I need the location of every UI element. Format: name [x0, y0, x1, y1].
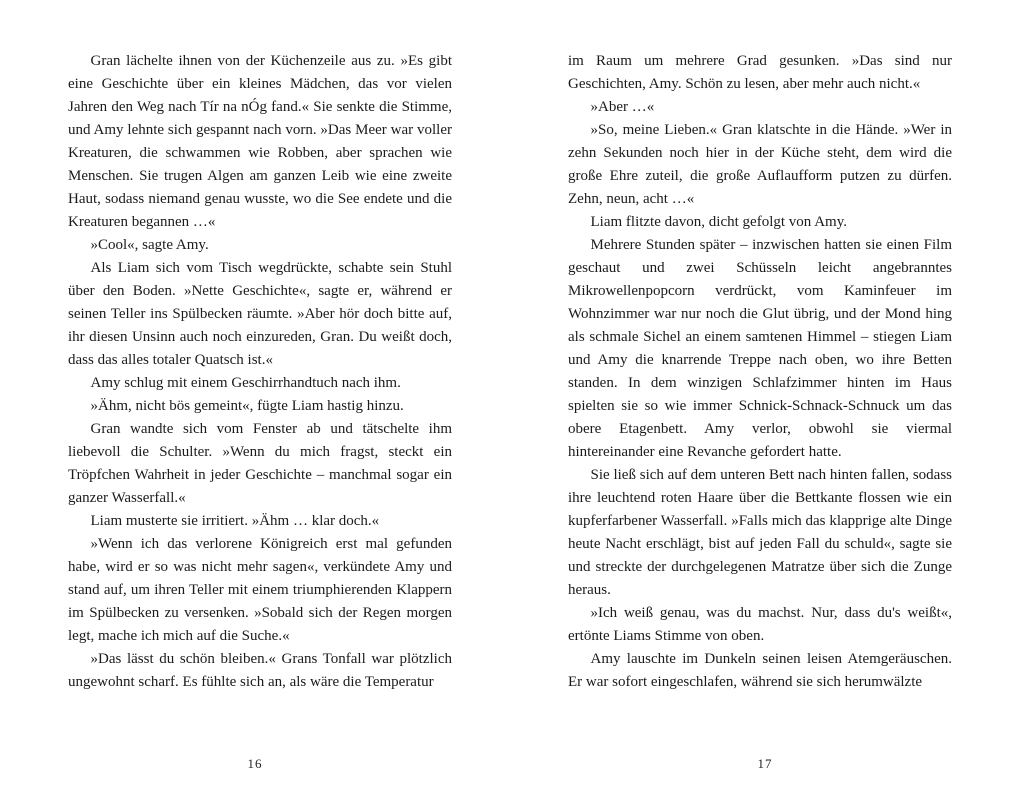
page-number-right: 17: [757, 756, 773, 771]
paragraph: Amy lauschte im Dunkeln seinen leisen Atemgeräuschen. Er war sofort eingeschlafen, während sie sich herumwälzte: [568, 651, 952, 690]
page-text-column-right: [568, 50, 952, 694]
paragraph: Gran wandte sich vom Fenster ab und tätschelte ihm liebevoll die Schulter. »Wenn du mich fragst, steckt ein Tröpfchen Wahrheit in jeder Geschichte – manchmal sogar ein ganzer Wasserfall.«: [68, 421, 452, 506]
paragraph: Sie ließ sich auf dem unteren Bett nach hinten fallen, sodass ihre leuchtend roten Haare über die Bettkante flossen wie ein kupferfarbener Wasserfall. »Falls mich das klapprige alte Dinge heute Nacht erschlägt, bist auf jeden Fall du schuld«, sagte sie und streckte der durchgelegenen Matratze über sich die Zunge heraus.: [568, 467, 952, 598]
paragraph: »Cool«, sagte Amy.: [90, 237, 209, 253]
paragraph: »So, meine Lieben.« Gran klatschte in die Hände. »Wer in zehn Sekunden noch hier in der Küche steht, dem wird die große Ehre zuteil, die große Auflaufform putzen zu dürfen. Zehn, neun, acht …«: [568, 122, 952, 207]
paragraph: Mehrere Stunden später – inzwischen hatten sie einen Film geschaut und zwei Schüsseln leicht angebranntes Mikrowellenpopcorn verdrückt, vom Kaminfeuer im Wohnzimmer war nur noch die Glut übrig, und der Mond hing als schmale Sichel an einem samtenen Himmel – stiegen Liam und Amy die knarrende Treppe nach oben, wo ihre Betten standen. In dem winzigen Schlafzimmer hinten im Haus spielten sie so wie immer Schnick-Schnack-Schnuck um das obere Etagenbett. Amy verlor, obwohl sie viermal hintereinander eine Revanche gefordert hatte.: [568, 237, 952, 460]
paragraph: »Ich weiß genau, was du machst. Nur, dass du's weißt«, ertönte Liams Stimme von oben.: [568, 605, 952, 644]
paragraph: Liam musterte sie irritiert. »Ähm … klar doch.«: [90, 513, 380, 529]
paragraph: »Aber …«: [590, 99, 655, 115]
paragraph: Als Liam sich vom Tisch wegdrückte, schabte sein Stuhl über den Boden. »Nette Geschichte«, sagte er, während er seinen Teller ins Spülbecken räumte. »Aber hör doch bitte auf, ihr diesen Unsinn auch noch einzureden, Gran. Du weißt doch, dass das alles totaler Quatsch ist.«: [68, 260, 452, 368]
book-page-right: [510, 0, 1020, 794]
page-number-left: 16: [247, 756, 263, 771]
paragraph: Amy schlug mit einem Geschirrhandtuch nach ihm.: [90, 375, 401, 391]
paragraph: »Ähm, nicht bös gemeint«, fügte Liam hastig hinzu.: [90, 398, 404, 414]
paragraph: Gran lächelte ihnen von der Küchenzeile aus zu. »Es gibt eine Geschichte über ein kleines Mädchen, das vor vielen Jahren den Weg nach Tír na nÓg fand.« Sie senkte die Stimme, und Amy lehnte sich gespannt nach vorn. »Das Meer war voller Kreaturen, die schwammen wie Robben, aber sprachen wie Menschen. Sie trugen Algen am ganzen Leib wie eine zweite Haut, sodass niemand genau wusste, wo die See endete und die Kreaturen begannen …«: [68, 53, 452, 230]
paragraph: Liam flitzte davon, dicht gefolgt von Amy.: [590, 214, 847, 230]
page-text-column-left: [68, 50, 452, 694]
paragraph: »Wenn ich das verlorene Königreich erst mal gefunden habe, wird er so was nicht mehr sagen«, verkündete Amy und stand auf, um ihren Teller mit einem triumphierenden Klappern im Spülbecken zu versenken. »Sobald sich der Regen morgen legt, mache ich mich auf die Suche.«: [68, 536, 452, 644]
paragraph: im Raum um mehrere Grad gesunken. »Das sind nur Geschichten, Amy. Schön zu lesen, aber mehr auch nicht.«: [568, 53, 952, 92]
paragraph: »Das lässt du schön bleiben.« Grans Tonfall war plötzlich ungewohnt scharf. Es fühlte sich an, als wäre die Temperatur: [68, 651, 452, 690]
